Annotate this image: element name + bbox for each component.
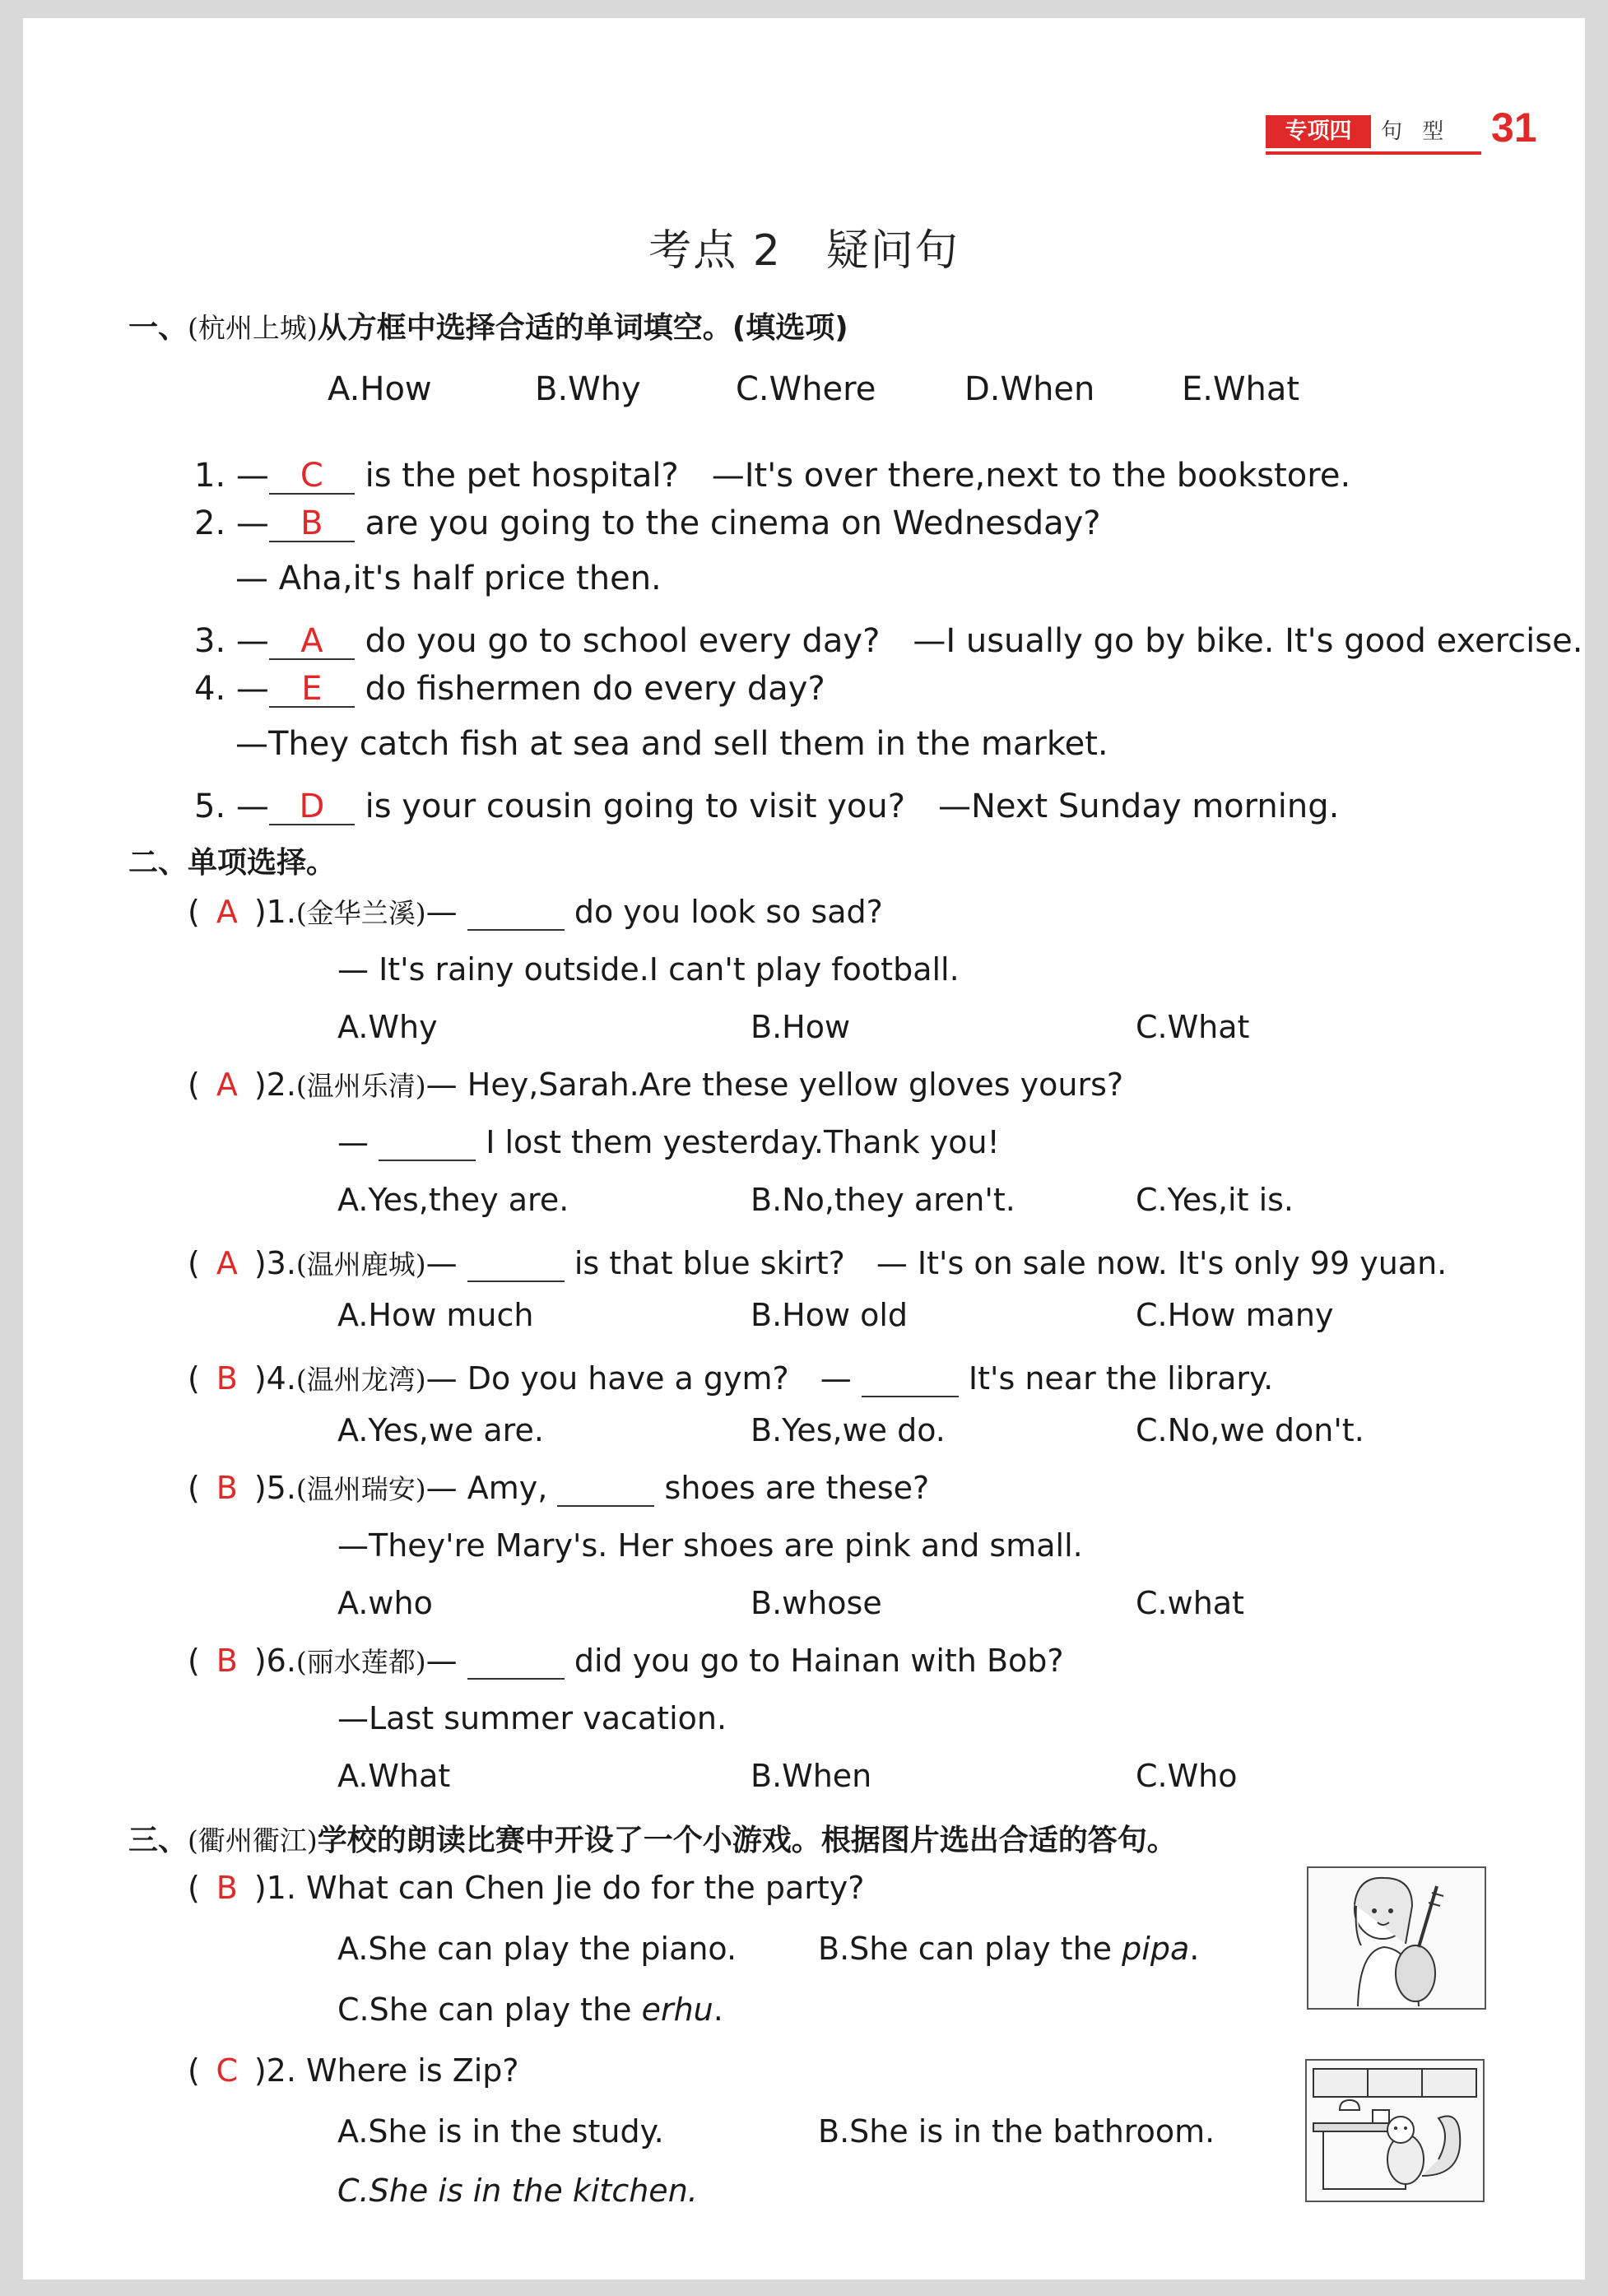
- option-c: C.Yes,it is.: [1136, 1182, 1294, 1218]
- choice-item-1: ( A )1.(金华兰溪)— do you look so sad?: [188, 894, 883, 930]
- word-option: B.Why: [535, 370, 641, 408]
- option-c: C.what: [1136, 1585, 1244, 1621]
- option-c: C.How many: [1136, 1297, 1334, 1333]
- option-b: B.Yes,we do.: [751, 1412, 946, 1448]
- answer-blank: D: [269, 789, 355, 825]
- option-c: C.She is in the kitchen.: [337, 2173, 698, 2209]
- answer-blank: [467, 1645, 565, 1680]
- choice-item-1-reply: — It's rainy outside.I can't play football.: [337, 951, 960, 988]
- squirrel-in-kitchen-illustration: [1305, 2059, 1485, 2202]
- option-b: B.No,they aren't.: [751, 1182, 1015, 1218]
- answer-blank: E: [269, 672, 355, 708]
- choice-item-5: ( B )5.(温州瑞安)— Amy, shoes are these?: [188, 1470, 930, 1506]
- choice-answer: C: [216, 2052, 239, 2089]
- section-name: 句 型: [1381, 119, 1451, 144]
- fill-item-3: 3. — A do you go to school every day? —I usually go by bike. It's good exercise.: [194, 622, 1583, 660]
- option-c: C.What: [1136, 1009, 1250, 1045]
- option-a: A.She is in the study.: [337, 2113, 664, 2150]
- choice-item-5-reply: —They're Mary's. Her shoes are pink and small.: [337, 1527, 1083, 1564]
- answer-blank: A: [269, 624, 355, 660]
- part1-heading: 一、(杭州上城)从方框中选择合适的单词填空。(填选项): [128, 311, 848, 345]
- choice-item-4: ( B )4.(温州龙湾)— Do you have a gym? — It's near the library.: [188, 1360, 1274, 1397]
- choice-answer: A: [216, 1067, 238, 1103]
- option-a: A.Yes,they are.: [337, 1182, 569, 1218]
- word-option: A.How: [328, 370, 432, 408]
- word-option: C.Where: [736, 370, 876, 408]
- answer-blank: B: [269, 506, 355, 542]
- choice-item-6-reply: —Last summer vacation.: [337, 1700, 727, 1736]
- option-a: A.Why: [337, 1009, 438, 1045]
- choice-answer: B: [216, 1470, 238, 1506]
- worksheet-page: [23, 18, 1585, 2280]
- fill-item-2: 2. — B are you going to the cinema on Wednesday?: [194, 504, 1101, 542]
- option-a: A.who: [337, 1585, 433, 1621]
- answer-blank: [379, 1127, 476, 1161]
- page-title: 考点 2 疑问句: [648, 226, 960, 276]
- header-underline: [1266, 151, 1481, 155]
- page-number: 31: [1491, 105, 1537, 151]
- section-tag: 专项四: [1266, 115, 1371, 148]
- option-a: A.She can play the piano.: [337, 1931, 737, 1967]
- option-b: B.She can play the pipa.: [818, 1931, 1200, 1967]
- choice-item-6: ( B )6.(丽水莲都)— did you go to Hainan with Bob?: [188, 1643, 1064, 1679]
- choice-answer: A: [216, 894, 238, 930]
- fill-item-4-reply: —They catch fish at sea and sell them in the market.: [235, 725, 1108, 763]
- answer-blank: [862, 1363, 959, 1397]
- girl-playing-pipa-illustration: [1307, 1866, 1486, 2010]
- choice-answer: A: [216, 1245, 238, 1281]
- picture-item-2: ( C )2. Where is Zip?: [188, 2052, 519, 2089]
- answer-blank: C: [269, 458, 355, 495]
- answer-blank: [467, 1248, 565, 1282]
- part3-heading: 三、(衢州衢江)学校的朗读比赛中开设了一个小游戏。根据图片选出合适的答句。: [128, 1824, 1177, 1857]
- choice-answer: B: [216, 1360, 238, 1397]
- option-b: B.whose: [751, 1585, 882, 1621]
- choice-answer: B: [216, 1870, 238, 1906]
- option-c: C.Who: [1136, 1758, 1238, 1794]
- choice-item-2: ( A )2.(温州乐清)— Hey,Sarah.Are these yellow gloves yours?: [188, 1067, 1124, 1103]
- option-a: A.How much: [337, 1297, 534, 1333]
- fill-item-4: 4. — E do fishermen do every day?: [194, 670, 825, 708]
- choice-answer: B: [216, 1643, 238, 1679]
- part2-heading: 二、单项选择。: [128, 846, 337, 880]
- option-b: B.How: [751, 1009, 851, 1045]
- option-c: C.No,we don't.: [1136, 1412, 1364, 1448]
- option-b: B.When: [751, 1758, 872, 1794]
- option-b: B.How old: [751, 1297, 909, 1333]
- option-b: B.She is in the bathroom.: [818, 2113, 1215, 2150]
- kitchen-drawing: [1307, 2061, 1483, 2201]
- fill-item-2-reply: — Aha,it's half price then.: [235, 560, 662, 597]
- word-option: D.When: [964, 370, 1095, 408]
- choice-item-3: ( A )3.(温州鹿城)— is that blue skirt? — It's on sale now. It's only 99 yuan.: [188, 1245, 1448, 1281]
- choice-item-2-reply: — I lost them yesterday.Thank you!: [337, 1124, 1000, 1160]
- fill-item-1: 1. — C is the pet hospital? —It's over there,next to the bookstore.: [194, 457, 1351, 495]
- answer-blank: [467, 896, 565, 931]
- option-a: A.What: [337, 1758, 451, 1794]
- girl-pipa-drawing: [1308, 1868, 1485, 2008]
- word-option: E.What: [1182, 370, 1300, 408]
- picture-item-1: ( B )1. What can Chen Jie do for the party?: [188, 1870, 865, 1906]
- answer-blank: [557, 1472, 654, 1507]
- option-a: A.Yes,we are.: [337, 1412, 544, 1448]
- option-c: C.She can play the erhu.: [337, 1992, 723, 2028]
- fill-item-5: 5. — D is your cousin going to visit you? —Next Sunday morning.: [194, 788, 1340, 825]
